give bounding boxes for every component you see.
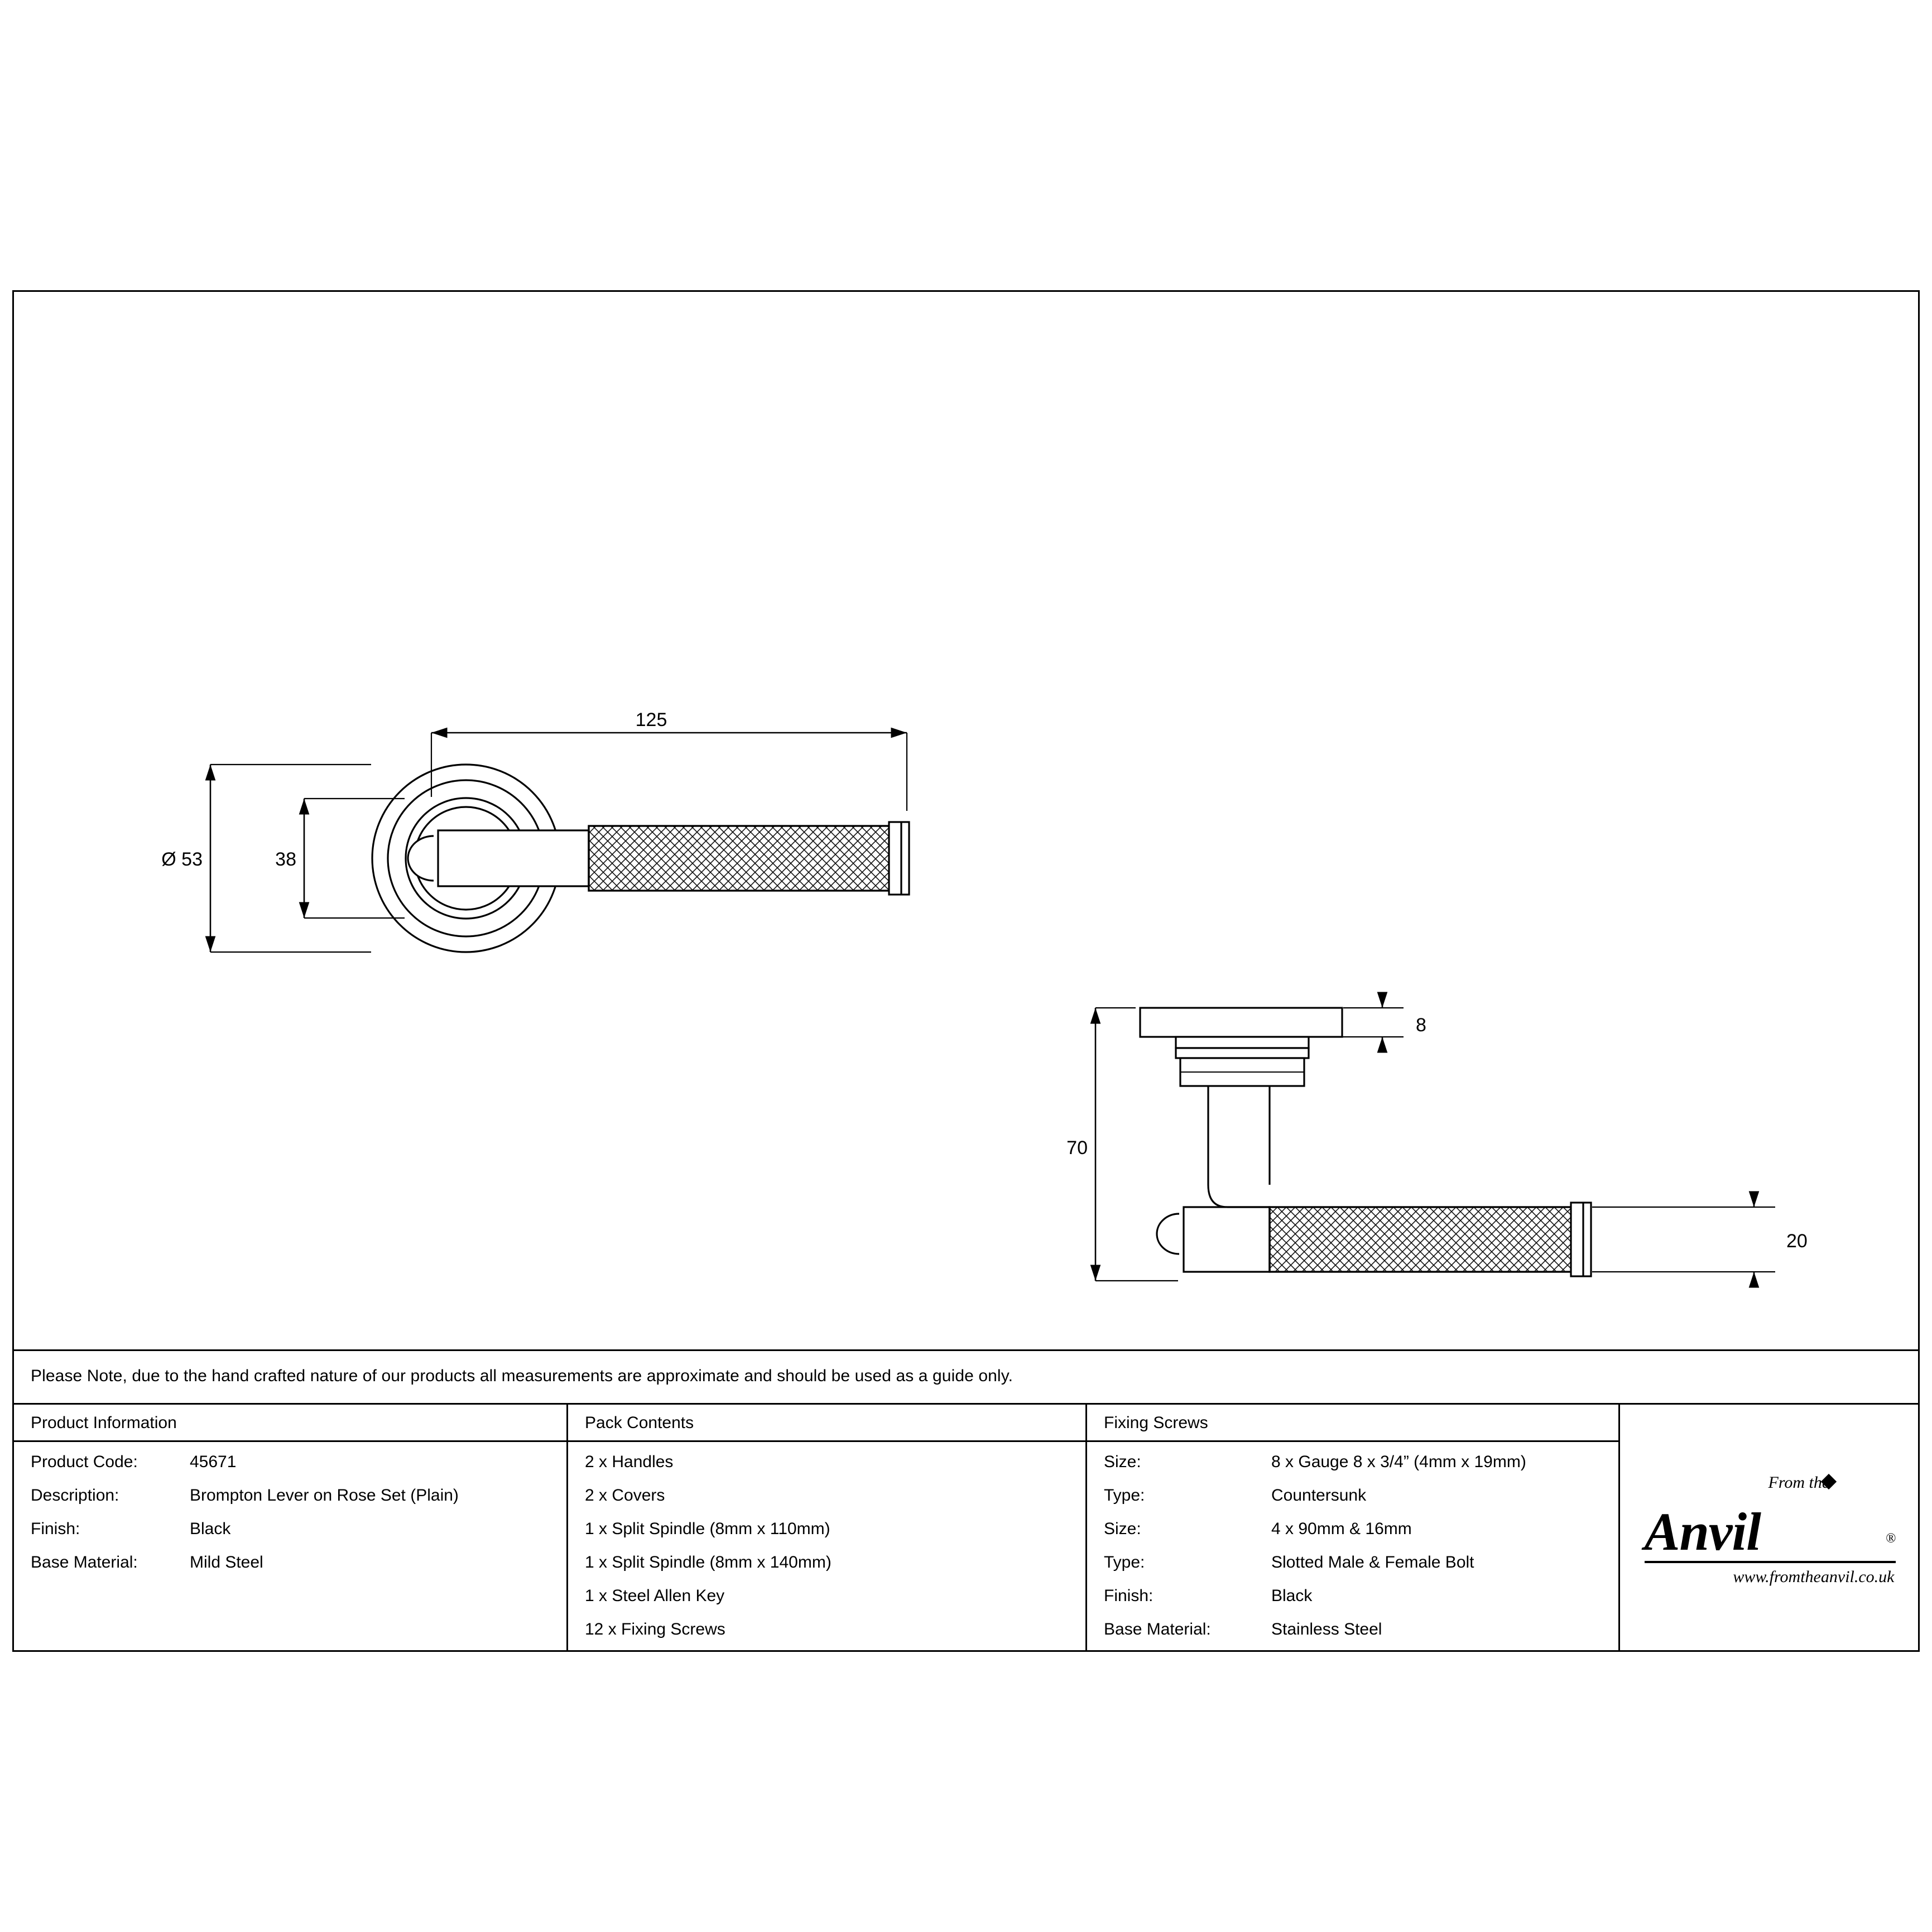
product-information-list	[31, 1453, 583, 1587]
logo-from-the: From the	[1768, 1473, 1830, 1492]
list-item: 2 x Handles	[585, 1453, 674, 1471]
registered-trademark-icon: ®	[1886, 1531, 1896, 1546]
fixing-screws-header: Fixing Screws	[1104, 1414, 1208, 1432]
screw-size-label-2: Size:	[1104, 1520, 1141, 1538]
product-drawing	[14, 292, 1918, 1349]
screw-finish-value: Black	[1271, 1587, 1313, 1605]
measurement-note-row	[14, 1349, 1918, 1403]
technical-drawing-sheet	[12, 290, 1920, 1652]
base-material-value: Mild Steel	[190, 1553, 263, 1571]
dim-label-rose-depth: 8	[1416, 1015, 1426, 1036]
screw-size-label-1: Size:	[1104, 1453, 1141, 1471]
dim-label-side-height: 70	[1066, 1137, 1088, 1159]
measurement-note: Please Note, due to the hand crafted nature of our products all measurements are approximate and should be used as a guide only.	[31, 1367, 1013, 1385]
table-row	[31, 1453, 583, 1486]
table-row	[31, 1486, 583, 1520]
screw-type-value-2: Slotted Male & Female Bolt	[1271, 1553, 1474, 1571]
screw-finish-label: Finish:	[1104, 1587, 1154, 1605]
table-row	[1104, 1453, 1635, 1486]
info-table	[14, 1403, 1918, 1652]
screw-type-value-1: Countersunk	[1271, 1486, 1367, 1505]
column-divider	[1087, 1440, 1618, 1442]
dim-label-rose-inner: 38	[275, 849, 296, 870]
logo-brand-text: Anvil	[1644, 1501, 1761, 1561]
screw-size-value-2: 4 x 90mm & 16mm	[1271, 1520, 1412, 1538]
column-divider	[14, 1440, 566, 1442]
list-item: 1 x Split Spindle (8mm x 140mm)	[585, 1553, 832, 1571]
screw-base-material-label: Base Material:	[1104, 1620, 1211, 1638]
product-information-header: Product Information	[31, 1414, 177, 1432]
screw-size-value-1: 8 x Gauge 8 x 3/4” (4mm x 19mm)	[1271, 1453, 1526, 1471]
logo-website-url: www.fromtheanvil.co.uk	[1733, 1567, 1895, 1586]
dim-label-front-length: 125	[635, 709, 667, 730]
base-material-label: Base Material:	[31, 1553, 138, 1571]
table-row	[1104, 1587, 1635, 1620]
pack-contents-column	[566, 1405, 1085, 1652]
finish-label: Finish:	[31, 1520, 80, 1538]
table-row	[1104, 1620, 1635, 1654]
screw-type-label-2: Type:	[1104, 1553, 1145, 1571]
table-row	[1104, 1520, 1635, 1553]
table-row	[1104, 1553, 1635, 1587]
product-code-value: 45671	[190, 1453, 237, 1471]
logo-brand-name	[1639, 1501, 1901, 1561]
fixing-screws-list	[1104, 1453, 1635, 1654]
description-value: Brompton Lever on Rose Set (Plain)	[190, 1486, 459, 1505]
brand-logo-column	[1618, 1405, 1920, 1652]
table-row	[31, 1520, 583, 1553]
dim-label-lever-diameter: 20	[1786, 1231, 1808, 1252]
list-item: 1 x Split Spindle (8mm x 110mm)	[585, 1520, 830, 1538]
list-item: 2 x Covers	[585, 1486, 665, 1505]
product-information-column	[14, 1405, 566, 1652]
description-label: Description:	[31, 1486, 119, 1505]
list-item: 12 x Fixing Screws	[585, 1620, 725, 1638]
list-item: 1 x Steel Allen Key	[585, 1587, 725, 1605]
screw-base-material-value: Stainless Steel	[1271, 1620, 1382, 1638]
pack-contents-list	[585, 1453, 832, 1654]
pack-contents-header: Pack Contents	[585, 1414, 694, 1432]
brand-logo	[1620, 1405, 1920, 1652]
table-row	[1104, 1486, 1635, 1520]
fixing-screws-column	[1085, 1405, 1618, 1652]
finish-value: Black	[190, 1520, 231, 1538]
screw-type-label-1: Type:	[1104, 1486, 1145, 1505]
product-code-label: Product Code:	[31, 1453, 138, 1471]
dim-label-rose-diameter: Ø 53	[161, 849, 203, 870]
column-divider	[568, 1440, 1085, 1442]
drawing-area	[14, 292, 1918, 1349]
table-row	[31, 1553, 583, 1587]
